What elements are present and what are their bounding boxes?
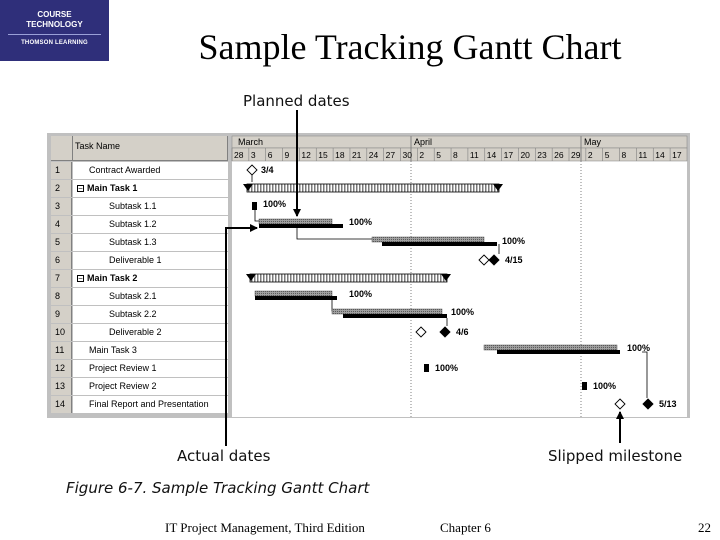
summary-bar-main-task-2 (250, 274, 447, 282)
task-row-number: 1 (51, 162, 72, 179)
logo-divider (8, 34, 101, 35)
planned-bar (372, 237, 484, 242)
task-row-number: 3 (51, 198, 72, 215)
day-label: 2 (419, 150, 425, 160)
percent-label: 100% (349, 289, 373, 299)
task-row-number: 4 (51, 216, 72, 233)
day-label: 2 (587, 150, 593, 160)
task-name: Subtask 2.2 (109, 309, 157, 319)
day-header (232, 148, 687, 161)
task-name: Subtask 1.3 (109, 237, 157, 247)
day-label: 8 (621, 150, 627, 160)
day-label: 14 (655, 150, 665, 160)
task-name: Main Task 2 (87, 273, 138, 283)
callout-actual-dates: Actual dates (177, 447, 271, 465)
day-label: 8 (453, 150, 458, 160)
actual-bar (424, 364, 429, 372)
task-name: Subtask 1.1 (109, 201, 157, 211)
day-label: 15 (318, 150, 328, 160)
task-name: Contract Awarded (89, 165, 161, 175)
planned-bar (259, 219, 332, 224)
collapse-icon[interactable]: − (78, 274, 83, 284)
date-label: 4/15 (505, 255, 523, 265)
percent-label: 100% (627, 343, 651, 353)
actual-bar (382, 242, 497, 246)
day-label: 27 (385, 150, 396, 160)
callout-slipped-milestone: Slipped milestone (548, 447, 683, 465)
date-label: 4/6 (456, 327, 469, 337)
summary-bar-main-task-1 (247, 184, 499, 192)
gantt-timeline (47, 133, 690, 418)
day-label: 26 (554, 150, 564, 160)
task-row-number: 12 (51, 360, 72, 377)
task-name: Project Review 1 (89, 363, 157, 373)
actual-bar (497, 350, 620, 354)
collapse-icon[interactable]: − (78, 184, 83, 194)
task-row-number: 7 (51, 270, 72, 287)
percent-label: 100% (435, 363, 459, 373)
day-label: 5 (436, 150, 441, 160)
day-label: 23 (537, 150, 547, 160)
percent-label: 100% (502, 236, 526, 246)
month-label: May (584, 137, 602, 147)
task-name: Main Task 3 (89, 345, 137, 355)
actual-bar (343, 314, 447, 318)
actual-bar (259, 224, 343, 228)
day-label: 24 (368, 150, 379, 160)
task-name: Subtask 2.1 (109, 291, 157, 301)
date-label: 5/13 (659, 399, 677, 409)
task-row-number: 2 (51, 180, 72, 197)
percent-label: 100% (263, 199, 287, 209)
task-name: Subtask 1.2 (109, 219, 157, 229)
footer-book-title: IT Project Management, Third Edition (165, 520, 365, 535)
day-label: 28 (234, 150, 244, 160)
actual-bar (582, 382, 587, 390)
day-label: 12 (301, 150, 311, 160)
callout-planned-dates: Planned dates (243, 92, 350, 110)
day-label: 30 (402, 150, 412, 160)
task-row-number: 11 (51, 342, 72, 359)
planned-bar (484, 345, 617, 350)
planned-bar (255, 291, 332, 296)
planned-bar (332, 309, 442, 314)
slide-title: Sample Tracking Gantt Chart (198, 27, 622, 67)
day-label: 11 (469, 150, 479, 160)
day-label: 17 (672, 150, 682, 160)
footer-page-number: 22 (698, 520, 711, 535)
percent-label: 100% (451, 307, 475, 317)
task-name-header: Task Name (73, 136, 228, 161)
day-label: 9 (284, 150, 290, 160)
task-row-number: 6 (51, 252, 72, 269)
task-row-number: 5 (51, 234, 72, 251)
day-label: 20 (520, 150, 530, 160)
task-row-number: 8 (51, 288, 72, 305)
month-label: March (238, 137, 264, 147)
day-label: 17 (503, 150, 514, 160)
task-name: Project Review 2 (89, 381, 157, 391)
logo-line-1: COURSE (37, 10, 72, 19)
task-name: Final Report and Presentation (89, 399, 209, 409)
figure-caption: Figure 6-7. Sample Tracking Gantt Chart (66, 479, 370, 497)
logo-line-3: THOMSON LEARNING (21, 40, 88, 46)
date-label: 3/4 (261, 165, 274, 175)
day-label: 5 (604, 150, 610, 160)
footer-chapter: Chapter 6 (440, 520, 491, 535)
actual-bar (252, 202, 257, 210)
task-name: Main Task 1 (87, 183, 138, 193)
day-label: 18 (335, 150, 345, 160)
task-name: Deliverable 1 (109, 255, 162, 265)
task-row-number: 10 (51, 324, 72, 341)
day-label: 29 (571, 150, 581, 160)
task-name: Deliverable 2 (109, 327, 162, 337)
day-label: 21 (351, 150, 362, 160)
percent-label: 100% (593, 381, 617, 391)
day-label: 14 (486, 150, 497, 160)
task-row-number: 14 (51, 396, 72, 413)
month-header (232, 136, 687, 148)
day-label: 6 (267, 150, 273, 160)
month-label: April (414, 137, 433, 147)
actual-bar (255, 296, 337, 300)
day-label: 3 (250, 150, 256, 160)
day-label: 11 (638, 150, 648, 160)
tracking-gantt-chart (47, 133, 690, 418)
task-row-number: 9 (51, 306, 72, 323)
publisher-logo (0, 0, 109, 61)
logo-line-2: TECHNOLOGY (26, 20, 83, 29)
percent-label: 100% (349, 217, 373, 227)
task-row-number: 13 (51, 378, 72, 395)
